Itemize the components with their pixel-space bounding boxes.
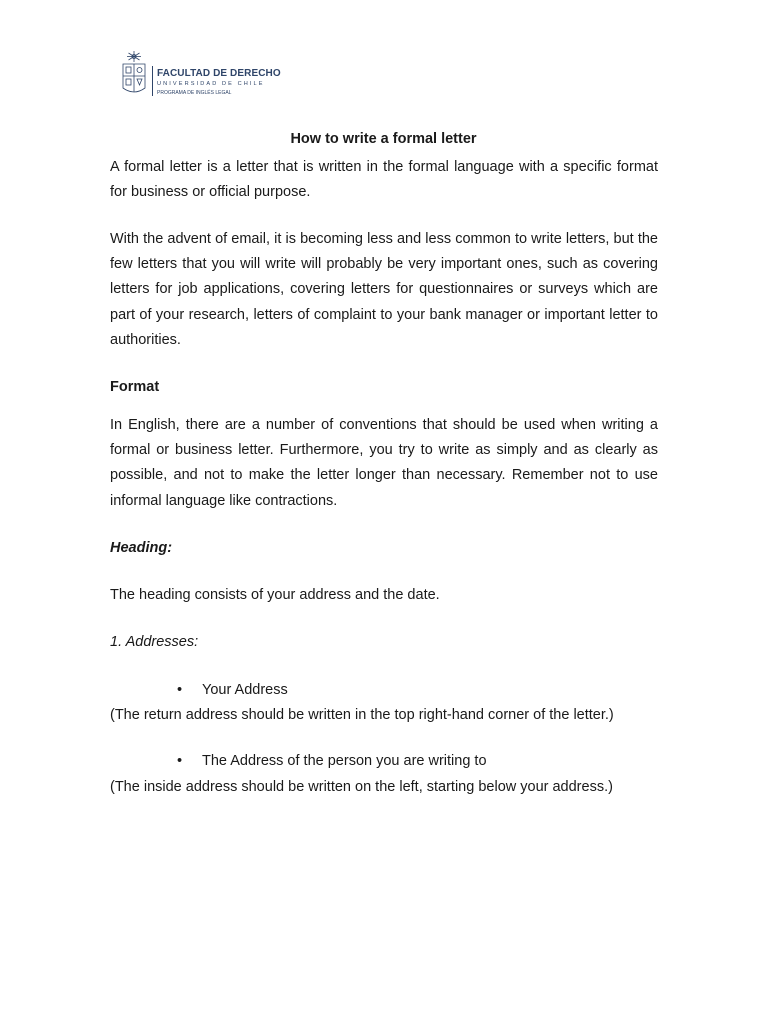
bullet-label: The Address of the person you are writing to — [202, 753, 487, 769]
list-item — [177, 678, 288, 703]
addresses-label: 1. Addresses: — [110, 634, 199, 650]
bullet-icon: • — [177, 753, 183, 769]
logo-title: FACULTAD DE DERECHO — [157, 68, 281, 79]
heading-paragraph: The heading consists of your address and the date. — [110, 587, 440, 603]
logo-divider — [152, 66, 153, 96]
faculty-logo — [120, 50, 280, 100]
bullet-icon: • — [177, 682, 183, 698]
list-item — [177, 749, 487, 774]
logo-subtitle: UNIVERSIDAD DE CHILE — [157, 81, 265, 87]
logo-program: PROGRAMA DE INGLÉS LEGAL — [157, 90, 232, 96]
intro-paragraph: A formal letter is a letter that is written in the formal language with a specific format for business or official purpose. — [110, 159, 658, 201]
format-paragraph: In English, there are a number of conventions that should be used when writing a formal or business letter. Furthermore, you try to write as simply and as clearly as possible, and not to make the letter longer than necessary. Remember not to use informal language like contractions. — [110, 417, 658, 509]
bullet-label: Your Address — [202, 682, 288, 698]
heading-section-label: Heading: — [110, 540, 173, 556]
document-title: How to write a formal letter — [290, 131, 477, 147]
university-crest-icon — [120, 50, 148, 100]
advent-paragraph: With the advent of email, it is becoming less and less common to write letters, but the few letters that you will write will probably be very important ones, such as covering letters for job applications, covering letters for questionnaires or surveys which are part of your research, letters of complaint to your bank manager or important letter to authorities. — [110, 231, 658, 348]
format-heading: Format — [110, 379, 160, 395]
bullet-note: (The inside address should be written on the left, starting below your address.) — [110, 779, 613, 795]
bullet-note: (The return address should be written in the top right-hand corner of the letter.) — [110, 707, 614, 723]
